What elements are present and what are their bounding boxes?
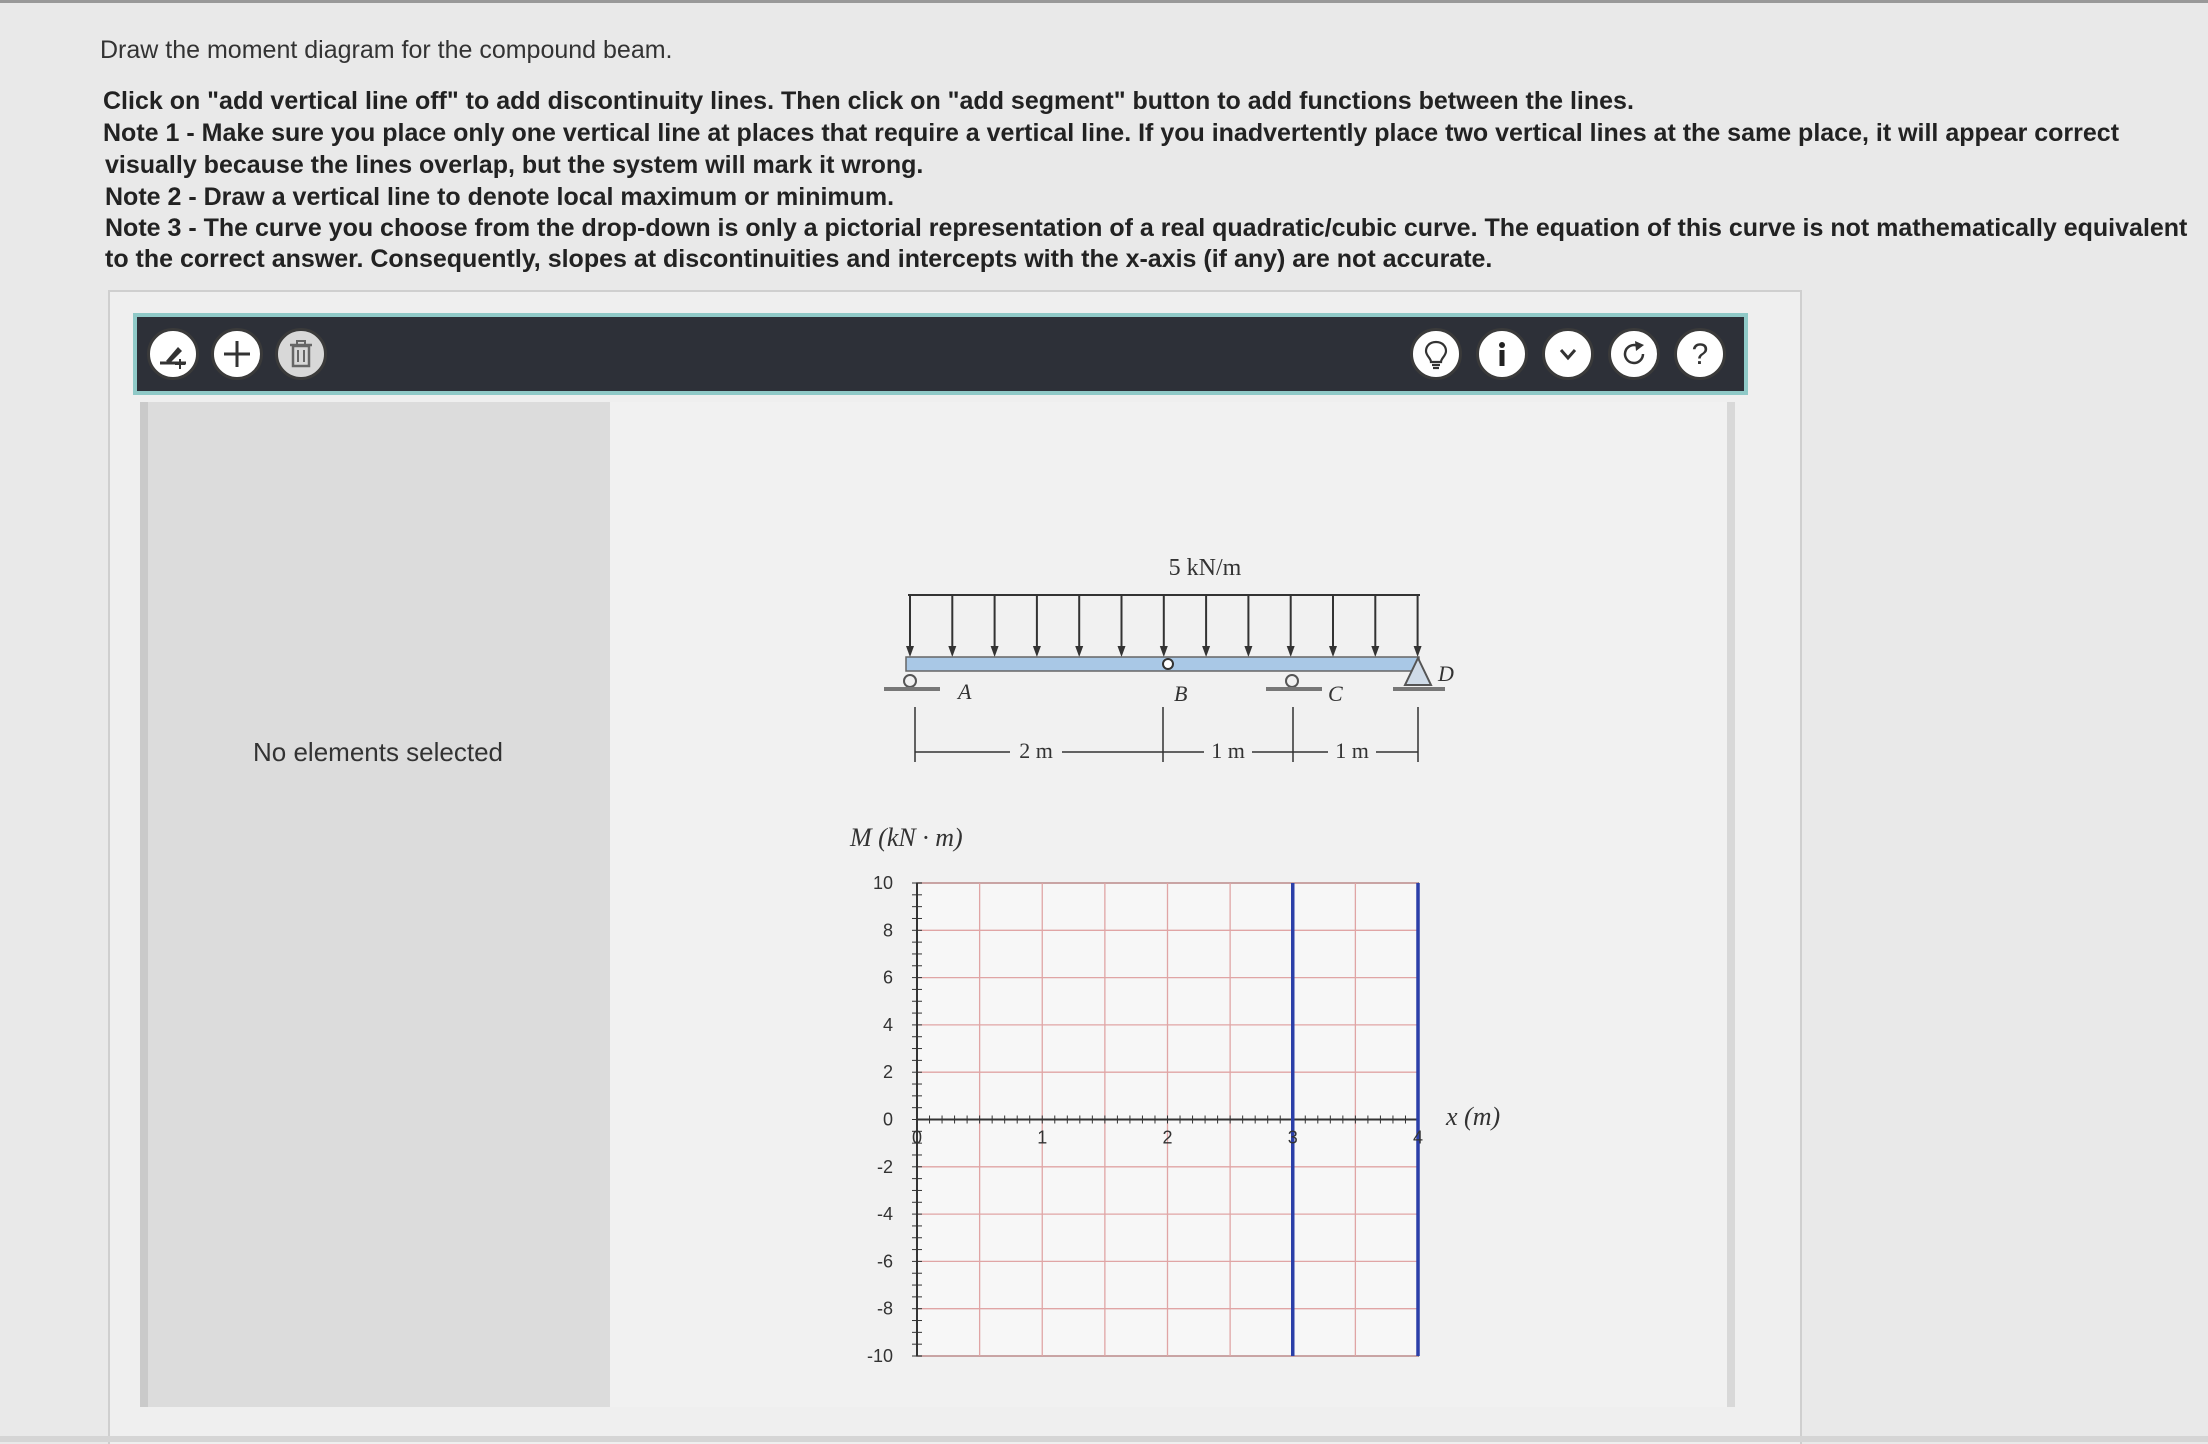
- beam-figure: [884, 555, 1454, 763]
- add-vertical-line-icon: [156, 337, 190, 371]
- dimension-ab: 2 m: [1019, 738, 1053, 763]
- graph-toolbar: [133, 313, 1748, 395]
- svg-text:?: ?: [1691, 338, 1709, 371]
- y-axis-label: M (kN · m): [850, 823, 963, 852]
- properties-pane: [140, 402, 630, 1407]
- redo-icon: [1617, 337, 1651, 371]
- load-arrow-head: [1287, 646, 1295, 657]
- x-tick-0: 0: [911, 1127, 923, 1148]
- load-arrow-head: [906, 646, 914, 657]
- instruction-line-6: to the correct answer. Consequently, slopes at discontinuities and intercepts with the x-axis (if any) are not accurate.: [105, 245, 1493, 273]
- beam-and-moment-diagram: [610, 402, 1735, 1407]
- hint-button[interactable]: [1410, 328, 1462, 380]
- x-tick-2: 2: [1162, 1127, 1173, 1148]
- load-arrow-head: [1329, 646, 1337, 657]
- add-vertical-line-button[interactable]: [147, 328, 199, 380]
- y-tick-2: 2: [882, 1062, 893, 1083]
- support-d-label: D: [1438, 661, 1454, 686]
- plot-grid: [912, 883, 1418, 1356]
- support-c: [1266, 675, 1322, 689]
- selection-status: No elements selected: [253, 737, 504, 767]
- info-icon: [1485, 337, 1519, 371]
- add-segment-button[interactable]: [211, 328, 263, 380]
- support-c-label: C: [1328, 681, 1343, 706]
- hinge-b-label: B: [1174, 681, 1188, 706]
- x-axis-label: x (m): [1446, 1102, 1501, 1131]
- y-tick--6: -6: [876, 1251, 893, 1272]
- trash-icon: [284, 337, 318, 371]
- help-button[interactable]: [1674, 328, 1726, 380]
- info-button[interactable]: [1476, 328, 1528, 380]
- y-tick--4: -4: [876, 1204, 893, 1225]
- dropdown-button[interactable]: [1542, 328, 1594, 380]
- dimension-cd: 1 m: [1335, 738, 1369, 763]
- load-arrow-head: [1414, 646, 1422, 657]
- help-icon: [1683, 337, 1717, 371]
- distributed-load-label: 5 kN/m: [1168, 555, 1242, 581]
- y-tick--10: -10: [866, 1346, 893, 1366]
- instruction-line-4: Note 2 - Draw a vertical line to denote local maximum or minimum.: [105, 183, 895, 211]
- instruction-line-1: Click on "add vertical line off" to add discontinuity lines. Then click on "add segment" button to add functions between the lines.: [103, 87, 1634, 115]
- load-arrow-head: [948, 646, 956, 657]
- chevron-down-icon: [1551, 337, 1585, 371]
- dimension-bc: 1 m: [1211, 738, 1245, 763]
- graph-canvas[interactable]: [610, 402, 1735, 1407]
- x-tick-3: 3: [1287, 1127, 1298, 1148]
- instruction-line-3: visually because the lines overlap, but the system will mark it wrong.: [105, 151, 924, 179]
- load-arrow-head: [1244, 646, 1252, 657]
- support-a-label: A: [958, 679, 972, 704]
- y-tick--2: -2: [876, 1156, 893, 1177]
- load-arrow-head: [1118, 646, 1126, 657]
- load-arrow-head: [1075, 646, 1083, 657]
- redo-button[interactable]: [1608, 328, 1660, 380]
- load-arrow-head: [1202, 646, 1210, 657]
- y-tick-8: 8: [882, 920, 893, 941]
- y-tick-6: 6: [882, 967, 893, 988]
- lightbulb-icon: [1419, 337, 1453, 371]
- add-segment-icon: [220, 337, 254, 371]
- load-arrow-head: [1160, 646, 1168, 657]
- hinge-b: [1163, 659, 1173, 669]
- y-tick--8: -8: [876, 1298, 893, 1319]
- instruction-line-5: Note 3 - The curve you choose from the drop-down is only a pictorial representation of a real quadratic/cubic curve. The equation of this curve is not mathematically equivalent: [105, 214, 2188, 242]
- y-tick-0: 0: [882, 1109, 893, 1130]
- load-arrow-head: [1371, 646, 1379, 657]
- problem-prompt: Draw the moment diagram for the compound beam.: [100, 36, 673, 64]
- y-tick-labels: [867, 873, 893, 1366]
- load-arrows: [906, 595, 1422, 657]
- support-a: [884, 675, 940, 689]
- x-tick-1: 1: [1037, 1127, 1048, 1148]
- load-arrow-head: [1033, 646, 1041, 657]
- y-tick-10: 10: [872, 873, 893, 893]
- delete-button[interactable]: [275, 328, 327, 380]
- load-arrow-head: [991, 646, 999, 657]
- instruction-line-2: Note 1 - Make sure you place only one vertical line at places that require a vertical line. If you inadvertently place two vertical lines at the same place, it will appear correct: [103, 119, 2120, 147]
- x-tick-4: 4: [1412, 1127, 1424, 1148]
- y-tick-4: 4: [882, 1014, 893, 1035]
